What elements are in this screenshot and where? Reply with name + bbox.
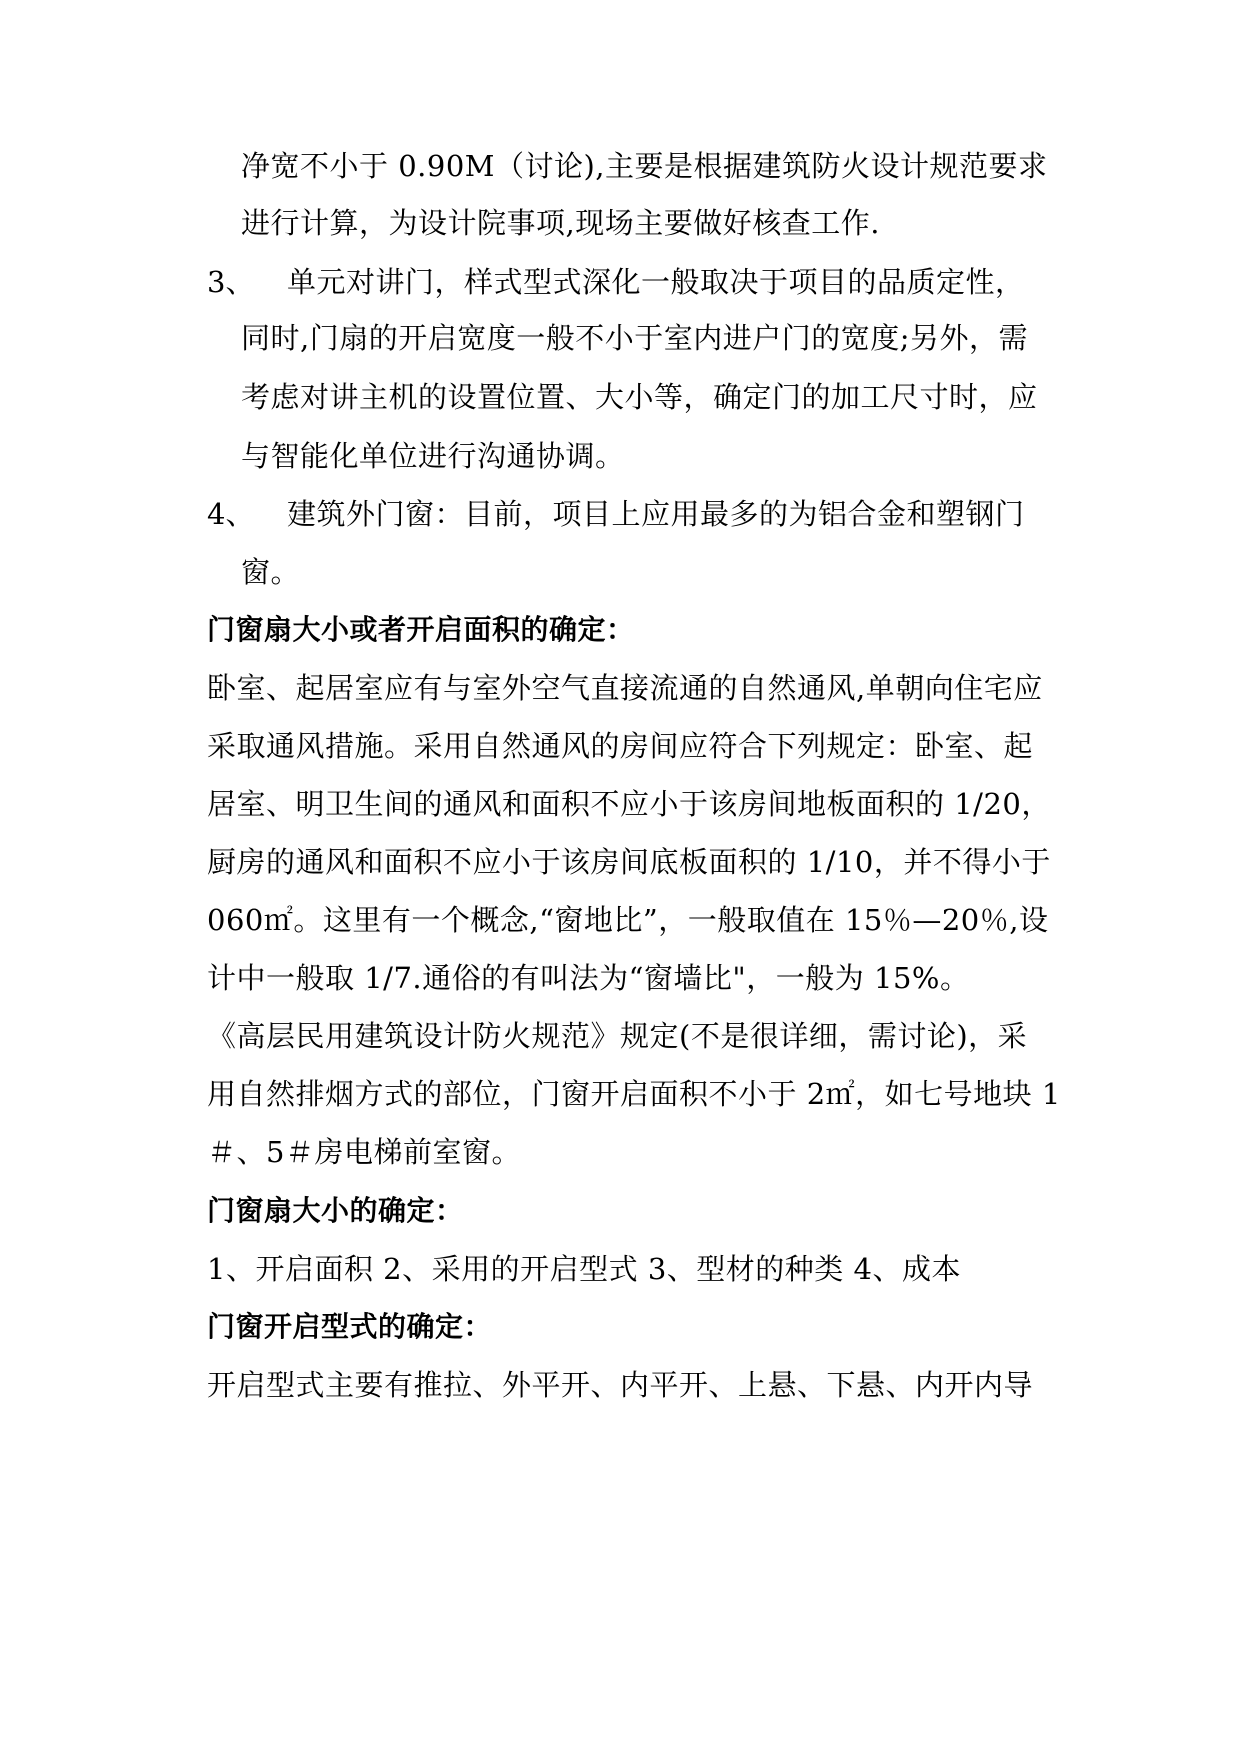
section1-p1-line-5: 060㎡。这里有一个概念,“窗地比”，一般取值在 15％—20％,设 <box>207 903 1049 937</box>
section-heading-sash-size: 门窗扇大小的确定： <box>207 1194 464 1227</box>
section1-p2-line-3: ＃、5＃房电梯前室窗。 <box>207 1135 521 1169</box>
item2-line-2: 进行计算，为设计院事项,现场主要做好核查工作. <box>241 206 880 240</box>
section-heading-opening-type: 门窗开启型式的确定： <box>207 1310 493 1343</box>
item3-line-2: 同时,门扇的开启宽度一般不小于室内进户门的宽度;另外，需 <box>241 321 1028 355</box>
item3-number: 3、 <box>207 265 255 299</box>
section1-p2-line-2: 用自然排烟方式的部位，门窗开启面积不小于 2㎡，如七号地块 1 <box>207 1077 1061 1111</box>
section1-p1-line-3: 居室、明卫生间的通风和面积不应小于该房间地板面积的 1/20， <box>207 787 1051 821</box>
section2-line-1: 1、开启面积 2、采用的开启型式 3、型材的种类 4、成本 <box>207 1252 961 1286</box>
section1-p1-line-2: 采取通风措施。采用自然通风的房间应符合下列规定：卧室、起 <box>207 729 1034 763</box>
item3-line-3: 考虑对讲主机的设置位置、大小等，确定门的加工尺寸时，应 <box>241 380 1038 414</box>
item4-line-1: 建筑外门窗：目前，项目上应用最多的为铝合金和塑钢门 <box>287 497 1025 531</box>
section3-line-1: 开启型式主要有推拉、外平开、内平开、上悬、下悬、内开内导 <box>207 1368 1034 1402</box>
item3-line-1: 单元对讲门，样式型式深化一般取决于项目的品质定性， <box>287 265 1025 299</box>
section1-p1-line-1: 卧室、起居室应有与室外空气直接流通的自然通风,单朝向住宅应 <box>207 671 1043 705</box>
item4-line-2: 窗。 <box>241 555 301 589</box>
section-heading-opening-area: 门窗扇大小或者开启面积的确定： <box>207 613 635 646</box>
section1-p1-line-4: 厨房的通风和面积不应小于该房间底板面积的 1/10，并不得小于 <box>207 845 1051 879</box>
item2-line-1: 净宽不小于 0.90M（讨论),主要是根据建筑防火设计规范要求 <box>241 149 1048 183</box>
section1-p2-line-1: 《高层民用建筑设计防火规范》规定(不是很详细，需讨论)，采 <box>207 1019 1028 1053</box>
section1-p1-line-6: 计中一般取 1/7.通俗的有叫法为“窗墙比"，一般为 15%。 <box>207 961 970 995</box>
item4-number: 4、 <box>207 497 255 531</box>
item3-line-4: 与智能化单位进行沟通协调。 <box>241 439 625 473</box>
